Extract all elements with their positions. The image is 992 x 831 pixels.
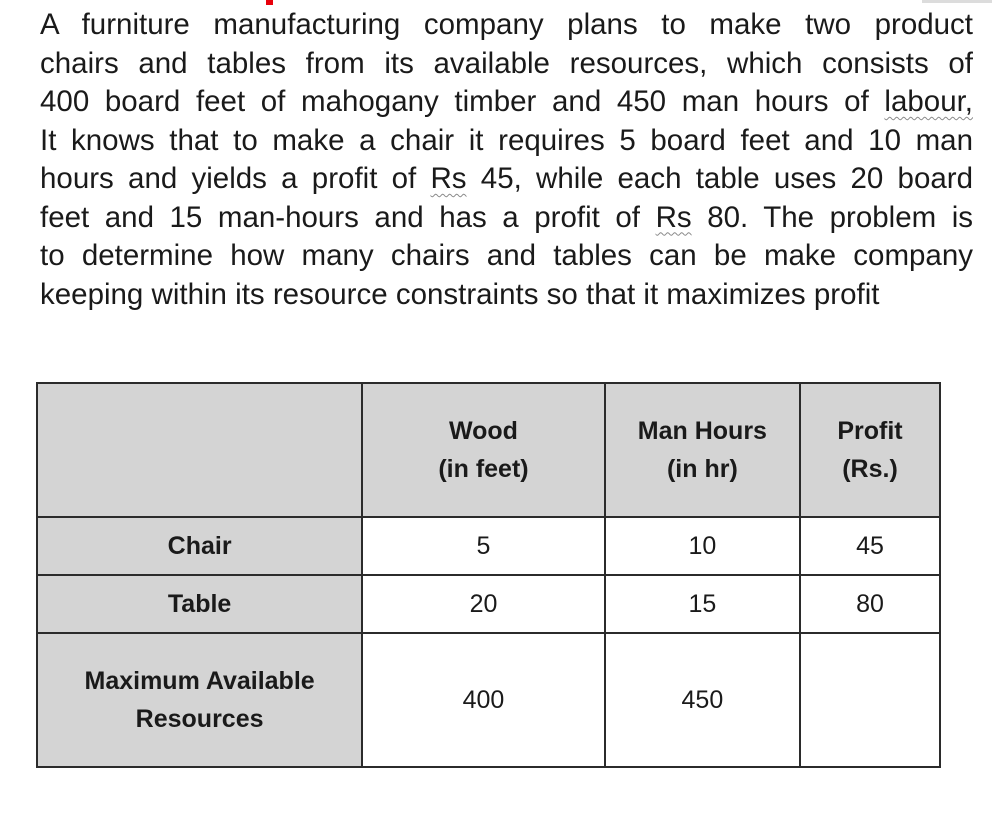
- cell-max-hours: 450: [605, 633, 800, 767]
- cell-chair-hours: 10: [605, 517, 800, 575]
- cell-chair-profit: 45: [800, 517, 940, 575]
- problem-line-3-text: 400 board feet of mahogany timber and 450 man hours of: [40, 85, 869, 118]
- red-marker: [266, 0, 273, 5]
- table-row-max-resources: [37, 633, 940, 767]
- problem-line-6-text: feet and 15 man-hours and has a profit of: [40, 200, 640, 234]
- row-label-chair: Chair: [37, 517, 362, 575]
- problem-line-4: It knows that to make a chair it requires 5 board feet and 10 man: [40, 123, 973, 157]
- header-wood-line1: Wood: [448, 417, 518, 445]
- table-row-table: [37, 575, 940, 633]
- table-row-chair: [37, 517, 940, 575]
- header-cell-man-hours: [605, 383, 800, 517]
- grey-marker: [922, 0, 992, 3]
- problem-line-7: to determine how many chairs and tables can be make company: [40, 239, 973, 272]
- resource-table: [36, 382, 941, 768]
- cell-table-profit: 80: [800, 575, 940, 633]
- spellcheck-word-labour: labour,: [884, 85, 973, 118]
- problem-statement: [40, 6, 973, 314]
- header-profit-line2: (Rs.): [842, 455, 898, 483]
- problem-line-6-rest: 80. The problem is: [707, 200, 974, 234]
- problem-line-2: chairs and tables from its available resources, which consists of: [40, 46, 973, 80]
- header-hours-line1: Man Hours: [637, 417, 767, 445]
- problem-line-3: [40, 83, 973, 122]
- cell-max-profit: [800, 633, 940, 767]
- header-hours-line2: (in hr): [666, 455, 738, 483]
- header-cell-blank: [37, 383, 362, 517]
- problem-line-1: A furniture manufacturing company plans to make two product: [40, 8, 973, 41]
- problem-line-5-text: hours and yields a profit of: [40, 162, 417, 195]
- header-cell-wood: [362, 383, 605, 517]
- table-header-row: [37, 383, 940, 517]
- cell-table-hours: 15: [605, 575, 800, 633]
- header-profit-line1: Profit: [837, 417, 903, 445]
- problem-line-5: [40, 160, 973, 199]
- header-cell-profit: [800, 383, 940, 517]
- max-label-line2: Resources: [135, 705, 264, 733]
- spellcheck-word-rs: Rs: [430, 162, 467, 195]
- cell-chair-wood: 5: [362, 517, 605, 575]
- row-label-max-resources: [37, 633, 362, 767]
- spellcheck-word-rs: Rs: [655, 200, 692, 234]
- max-label-line1: Maximum Available: [84, 667, 315, 695]
- cell-max-wood: 400: [362, 633, 605, 767]
- header-wood-line2: (in feet): [438, 455, 529, 483]
- problem-line-5-rest: 45, while each table uses 20 board: [480, 162, 973, 195]
- row-label-table: Table: [37, 575, 362, 633]
- problem-line-6: [40, 199, 973, 238]
- problem-line-8: keeping within its resource constraints so that it maximizes profit: [40, 277, 880, 311]
- cell-table-wood: 20: [362, 575, 605, 633]
